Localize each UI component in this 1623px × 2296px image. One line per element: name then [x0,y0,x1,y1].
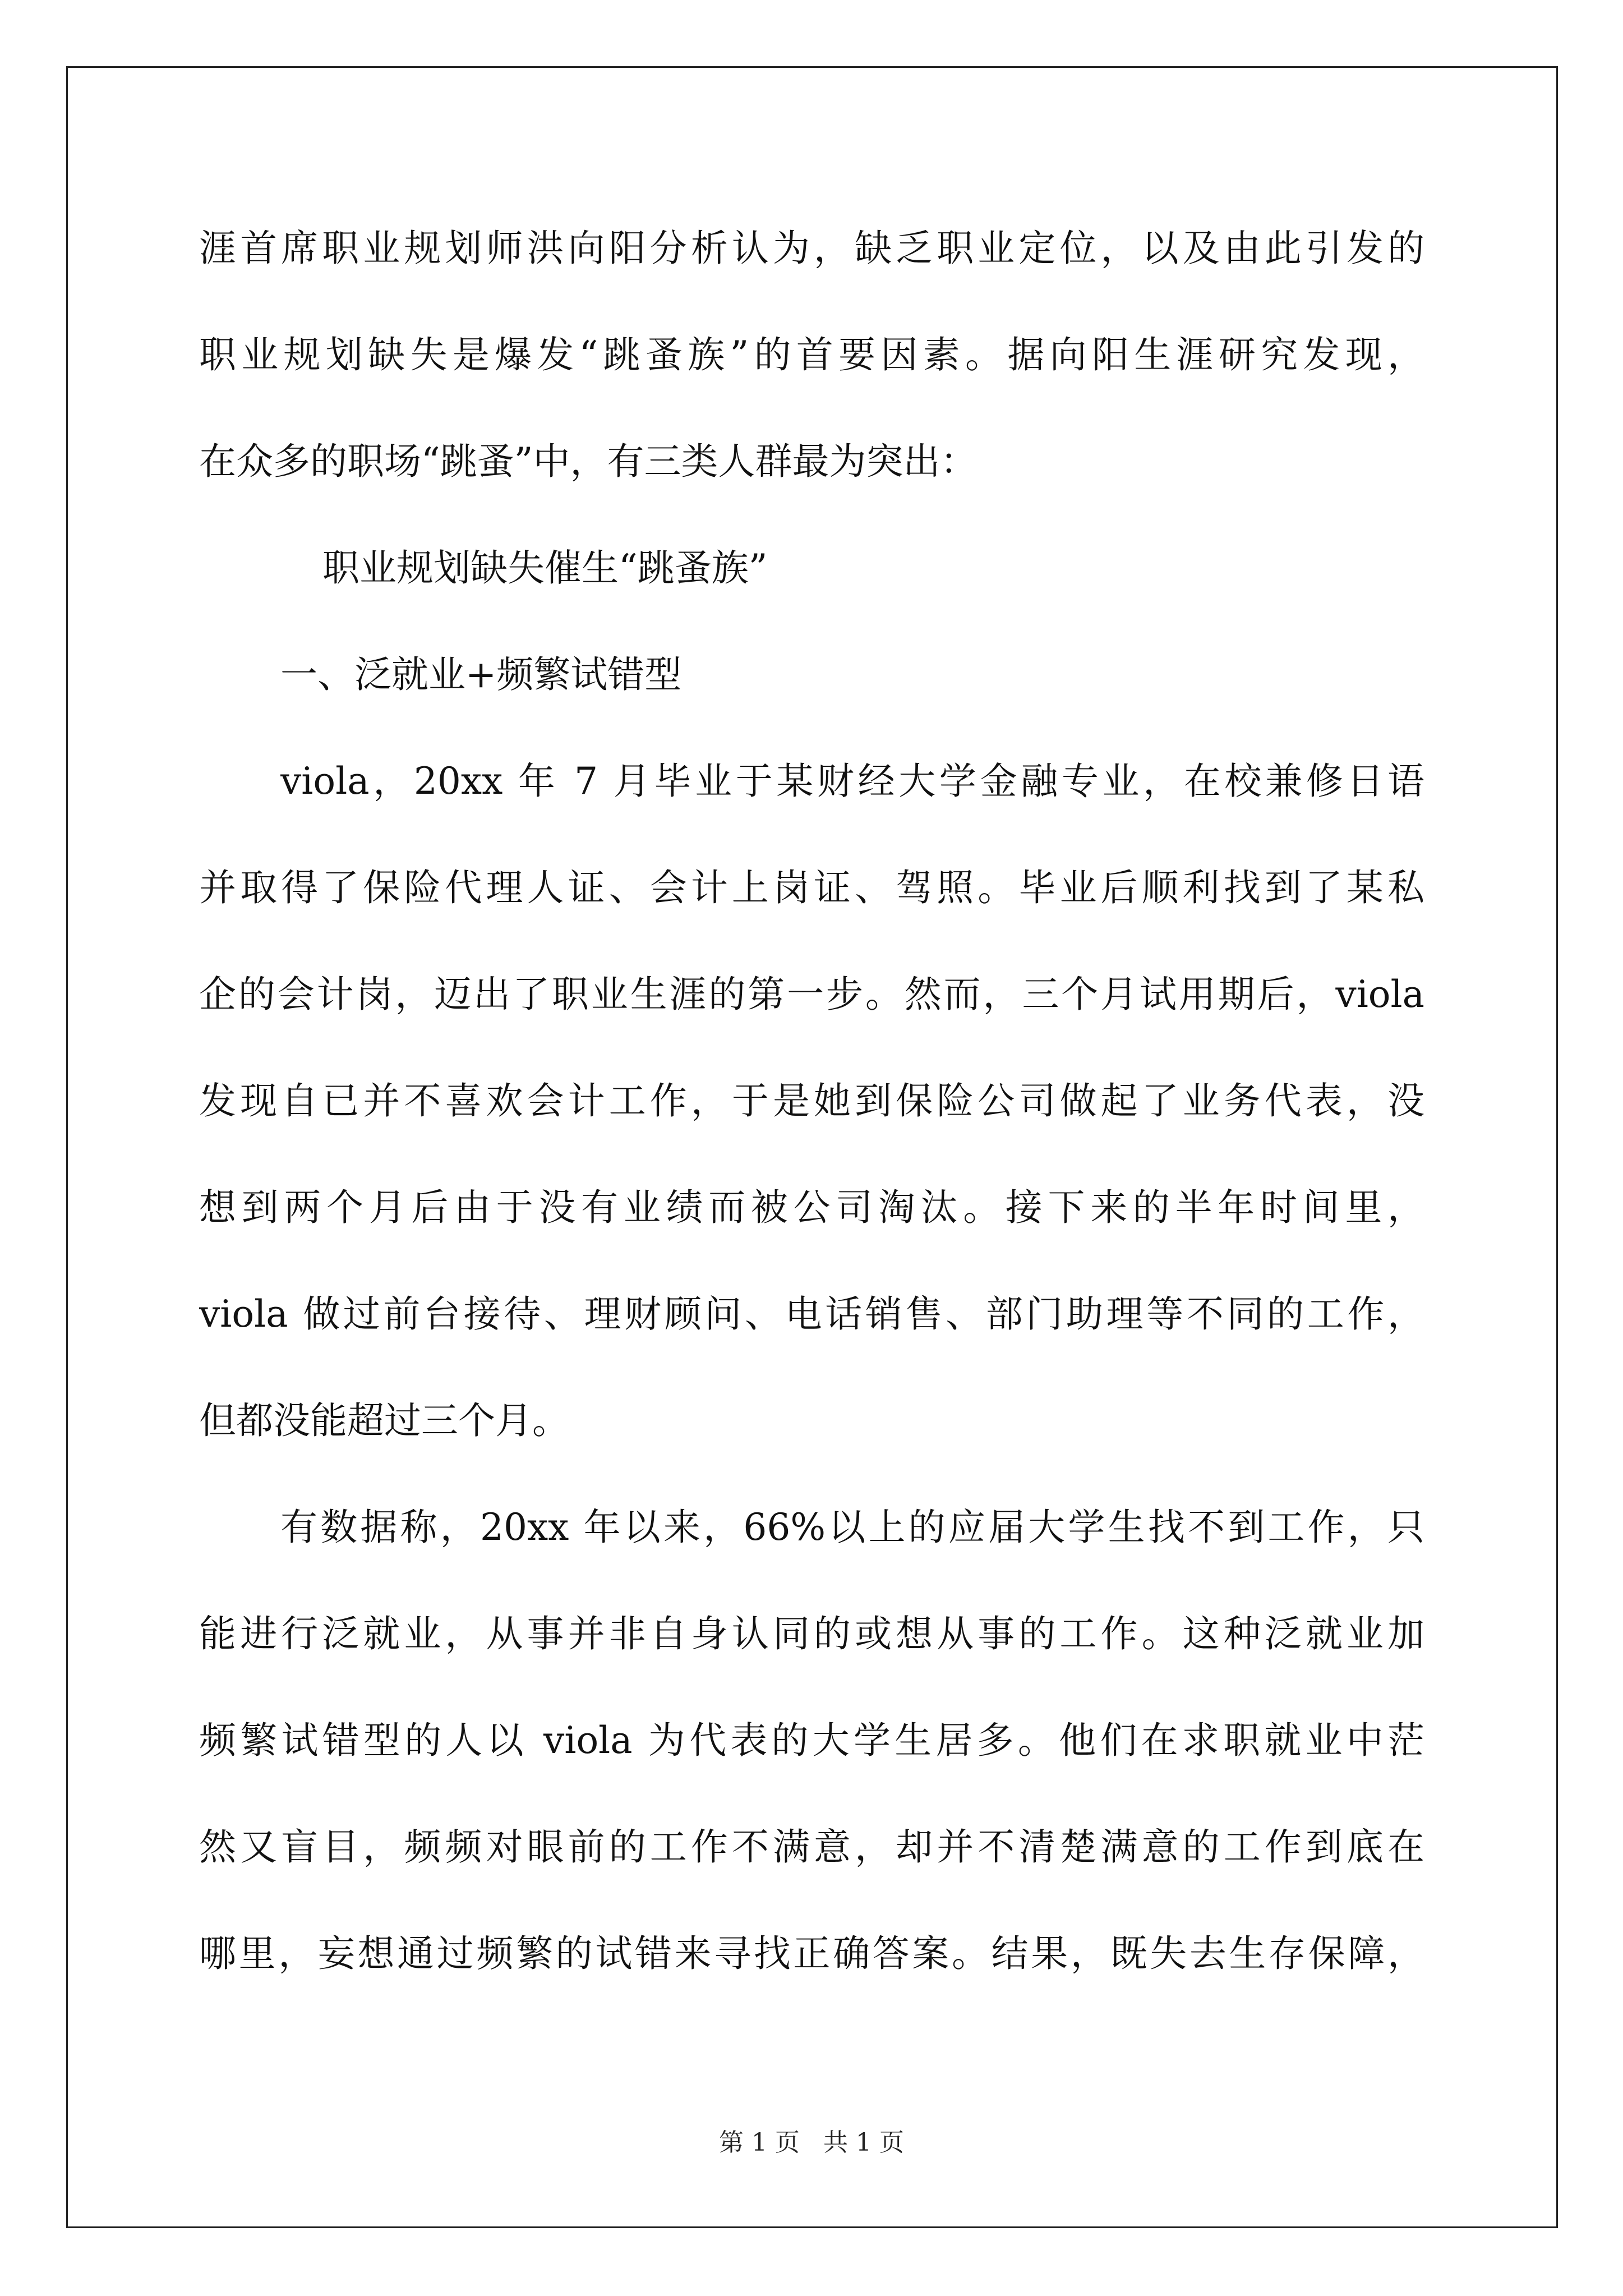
text-line: 发现自已并不喜欢会计工作，于是她到保险公司做起了业务代表，没 [199,1079,1424,1122]
text-line: 但都没能超过三个月。 [199,1399,569,1442]
subsection-heading: 一、泛就业+频繁试错型 [280,653,682,696]
text-line: 有数据称，20xx 年以来，66%以上的应届大学生找不到工作，只 [280,1506,1424,1549]
text-line: 企的会计岗，迈出了职业生涯的第一步。然而，三个月试用期后，viola [199,973,1424,1016]
text-line: 能进行泛就业，从事并非自身认同的或想从事的工作。这种泛就业加 [199,1612,1424,1655]
text-line: 涯首席职业规划师洪向阳分析认为，缺乏职业定位，以及由此引发的 [199,227,1424,270]
text-line: 在众多的职场“跳蚤”中，有三类人群最为突出： [199,440,978,483]
page-footer [0,2127,1623,2159]
text-line: 想到两个月后由于没有业绩而被公司淘汰。接下来的半年时间里， [199,1186,1424,1229]
text-line: 然又盲目，频频对眼前的工作不满意，却并不清楚满意的工作到底在 [199,1825,1424,1869]
text-line: viola 做过前台接待、理财顾问、电话销售、部门助理等不同的工作， [199,1292,1424,1336]
text-line: 并取得了保险代理人证、会计上岗证、驾照。毕业后顺利找到了某私 [199,866,1424,909]
page-number: 第 1 页 [719,2128,800,2157]
page-total: 共 1 页 [823,2128,904,2157]
text-line: viola，20xx 年 7 月毕业于某财经大学金融专业，在校兼修日语 [280,760,1424,803]
page-border [66,66,1558,2228]
text-line: 哪里，妄想通过频繁的试错来寻找正确答案。结果，既失去生存保障， [199,1932,1424,1975]
text-line: 频繁试错型的人以 viola 为代表的大学生居多。他们在求职就业中茫 [199,1719,1424,1762]
text-line: 职业规划缺失是爆发“跳蚤族”的首要因素。据向阳生涯研究发现， [199,333,1424,376]
section-heading: 职业规划缺失催生“跳蚤族” [322,546,768,590]
